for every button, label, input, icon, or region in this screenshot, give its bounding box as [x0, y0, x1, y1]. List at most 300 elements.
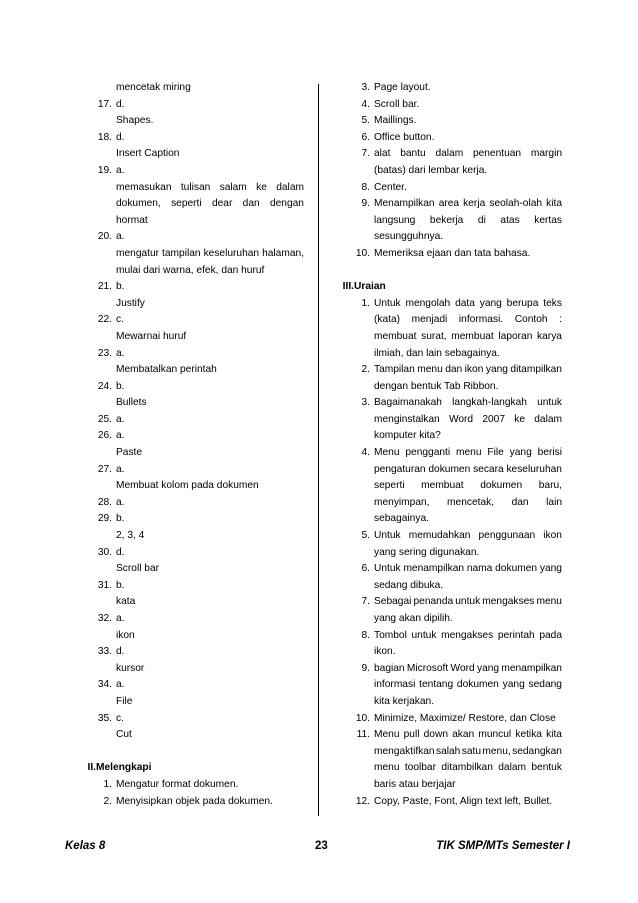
item-word: ditampilkan: [510, 364, 562, 376]
list-item-continuation: [76, 362, 304, 379]
list-item: [334, 628, 562, 645]
item-word: yang: [479, 297, 502, 309]
item-text: a.: [116, 430, 125, 442]
item-text: File: [116, 695, 133, 707]
item-text: [374, 146, 562, 163]
item-text: [116, 246, 304, 263]
item-text: kata: [116, 596, 136, 608]
list-item: [334, 561, 562, 578]
list-item: [334, 395, 562, 412]
item-text: a.: [116, 613, 125, 624]
item-word: alat: [374, 148, 391, 160]
list-item-continuation: [334, 229, 562, 246]
item-number: 9.: [361, 662, 370, 674]
item-word: keseluruhan: [203, 247, 260, 259]
list-item: [76, 777, 304, 794]
item-text: [374, 760, 562, 777]
item-text: Center.: [374, 181, 407, 193]
item-word: menjadi: [411, 314, 448, 326]
item-word: Contoh: [514, 314, 548, 326]
item-word: Menu: [374, 729, 400, 741]
item-word: Word: [450, 662, 475, 674]
item-word: dear: [211, 198, 233, 210]
item-word: ke: [514, 413, 525, 425]
item-text: hormat: [116, 214, 148, 226]
list-item: [334, 246, 562, 263]
list-item-continuation: [334, 744, 562, 761]
item-text: Scroll bar.: [374, 98, 420, 110]
item-number: 31.: [97, 579, 112, 591]
item-number: 10.: [355, 247, 370, 259]
item-text: sesungguhnya.: [374, 231, 444, 243]
answer-key-list: [76, 80, 304, 744]
item-text: [374, 478, 562, 495]
list-item-continuation: [76, 445, 304, 462]
item-word: bagian: [374, 662, 405, 674]
list-item: [334, 97, 562, 114]
item-word: halaman,: [262, 247, 304, 259]
item-word: membuat: [451, 330, 494, 342]
item-text: a.: [116, 413, 125, 425]
item-word: teks: [543, 297, 562, 309]
item-number: 33.: [97, 646, 112, 658]
item-word: Sebagai: [374, 596, 412, 608]
list-item: [76, 495, 304, 512]
item-number: 2.: [103, 795, 112, 807]
item-word: dokumen: [428, 463, 471, 475]
item-text: Mengatur format dokumen.: [116, 778, 239, 790]
list-item-continuation: [334, 329, 562, 346]
item-word: area: [438, 198, 460, 210]
item-text: Insert Caption: [116, 148, 180, 160]
item-number: 20.: [97, 231, 112, 243]
list-item-continuation: [76, 561, 304, 578]
list-item-continuation: [334, 163, 562, 180]
item-number: 7.: [361, 596, 370, 608]
item-word: menu: [456, 447, 482, 459]
list-item: [76, 644, 304, 661]
item-text: [374, 561, 562, 578]
item-word: dalam: [276, 181, 304, 193]
item-word: lain: [546, 496, 562, 508]
item-text: Cut: [116, 729, 132, 741]
list-item: [76, 462, 304, 479]
item-text: dengan bentuk Tab Ribbon.: [374, 380, 499, 392]
item-word: perintah: [497, 629, 535, 641]
item-text: Shapes.: [116, 115, 154, 127]
item-word: sedangkan: [512, 745, 562, 757]
item-word: yang: [502, 679, 525, 691]
item-word: menginstalkan: [374, 413, 440, 425]
item-number: 21.: [97, 281, 112, 293]
list-item: [76, 611, 304, 628]
list-item: [76, 312, 304, 329]
item-word: kita: [546, 729, 562, 741]
item-word: tentang: [419, 679, 454, 691]
list-item: [76, 545, 304, 562]
item-number: 3.: [361, 82, 370, 93]
list-item: [334, 445, 562, 462]
footer-class-label: Kelas 8: [65, 840, 106, 852]
item-text: Page layout.: [374, 82, 431, 93]
item-text: kita kerjakan.: [374, 695, 435, 707]
item-word: salam: [219, 181, 247, 193]
item-word: ke: [256, 181, 267, 193]
list-item: [334, 296, 562, 313]
item-text: Mewarnai huruf: [116, 330, 187, 342]
page-number: 23: [315, 840, 328, 852]
list-item-continuation: [76, 727, 304, 744]
item-word: berupa: [506, 297, 539, 309]
item-number: 26.: [97, 430, 112, 442]
item-word: Microsoft: [406, 662, 449, 674]
item-number: 1.: [103, 778, 112, 790]
item-word: di: [477, 214, 486, 226]
item-word: yang: [485, 364, 508, 376]
left-column: [76, 80, 304, 810]
item-word: bentuk: [531, 762, 562, 774]
item-text: [374, 628, 562, 645]
item-word: kerja: [463, 198, 486, 210]
item-text: Menyisipkan objek pada dokumen.: [116, 795, 273, 807]
list-item-continuation: [334, 578, 562, 595]
item-word: muncul: [478, 729, 512, 741]
item-word: langsung: [374, 214, 416, 226]
list-item: [76, 163, 304, 180]
item-word: untuk: [537, 397, 562, 409]
list-item: [334, 180, 562, 197]
list-item: [76, 578, 304, 595]
melengkapi-continued-list: [334, 80, 562, 263]
item-number: 19.: [97, 164, 112, 176]
item-text: Membatalkan perintah: [116, 364, 217, 376]
list-item-continuation: [76, 395, 304, 412]
item-number: 30.: [97, 546, 112, 558]
list-item: [76, 229, 304, 246]
item-text: 2, 3, 4: [116, 530, 145, 542]
item-word: ditambilkan: [441, 762, 493, 774]
list-item-continuation: [76, 594, 304, 611]
list-item-continuation: [334, 478, 562, 495]
item-text: d.: [116, 546, 125, 558]
item-word: dokumen: [495, 563, 538, 575]
item-text: ikon.: [374, 646, 396, 658]
item-number: 18.: [97, 131, 112, 143]
item-text: [374, 412, 562, 429]
item-word: yang: [509, 447, 532, 459]
item-number: 8.: [361, 181, 370, 193]
item-text: Minimize, Maximize/ Restore, dan Close: [374, 712, 556, 724]
item-text: Bullets: [116, 397, 147, 409]
list-item: [334, 146, 562, 163]
item-number: 9.: [361, 198, 370, 210]
page-footer: [65, 840, 570, 856]
item-word: Menu: [374, 447, 400, 459]
item-text: d.: [116, 131, 125, 143]
item-text: [374, 312, 562, 329]
item-word: menampilkan: [403, 563, 465, 575]
item-text: baris atau berjajar: [374, 778, 456, 790]
item-text: [374, 462, 562, 479]
item-text: [116, 180, 304, 197]
item-word: untuk: [455, 596, 481, 608]
item-text: a.: [116, 679, 125, 691]
item-word: pengganti: [405, 447, 451, 459]
item-word: mengakses: [441, 629, 494, 641]
item-number: 28.: [97, 496, 112, 508]
list-item: [76, 511, 304, 528]
item-word: penggunaan: [478, 530, 536, 542]
list-item-continuation: [76, 246, 304, 263]
item-word: pull: [403, 729, 420, 741]
list-item-continuation: [334, 760, 562, 777]
item-number: 35.: [97, 712, 112, 724]
item-text: [374, 495, 562, 512]
item-word: data: [455, 297, 475, 309]
item-word: informasi.: [458, 314, 504, 326]
list-item-continuation: [76, 628, 304, 645]
item-word: Bagaimanakah: [374, 397, 442, 409]
item-number: 25.: [97, 413, 112, 425]
list-item-continuation: [334, 644, 562, 661]
item-number: 2.: [361, 364, 370, 376]
item-word: toolbar: [404, 762, 436, 774]
list-item: [76, 130, 304, 147]
item-text: sebagainya.: [374, 513, 429, 525]
item-word: berisi: [537, 447, 562, 459]
item-number: 29.: [97, 513, 112, 525]
item-word: secara: [473, 463, 504, 475]
item-word: laporan: [498, 330, 533, 342]
list-item-continuation: [76, 180, 304, 197]
item-text: Maillings.: [374, 115, 417, 127]
item-number: 24.: [97, 380, 112, 392]
list-item-continuation: [334, 428, 562, 445]
list-item-continuation: [334, 346, 562, 363]
item-word: karya: [537, 330, 562, 342]
list-item: [334, 711, 562, 728]
list-item: [334, 130, 562, 147]
item-text: kursor: [116, 662, 145, 674]
item-text: mencetak miring: [116, 82, 191, 93]
item-word: penanda: [413, 596, 454, 608]
item-word: :: [559, 314, 562, 326]
item-number: 8.: [361, 629, 370, 641]
item-text: a.: [116, 231, 125, 243]
list-item: [334, 794, 562, 811]
item-number: 5.: [361, 115, 370, 127]
list-item-continuation: [334, 694, 562, 711]
item-number: 12.: [355, 795, 370, 807]
item-word: seperti: [374, 480, 405, 492]
list-item-continuation: [334, 213, 562, 230]
item-text: d.: [116, 98, 125, 110]
item-word: menampilkan: [501, 662, 562, 674]
item-text: b.: [116, 579, 125, 591]
item-text: b.: [116, 513, 125, 525]
list-item: [76, 346, 304, 363]
item-word: File: [487, 447, 504, 459]
item-word: 2007: [482, 413, 505, 425]
item-text: yang sering digunakan.: [374, 546, 480, 558]
item-text: Membuat kolom pada dokumen: [116, 480, 259, 492]
item-text: a.: [116, 164, 125, 176]
item-text: ilmiah, dan lain sebagainya.: [374, 347, 500, 359]
list-item-continuation: [334, 677, 562, 694]
item-number: 23.: [97, 347, 112, 359]
item-text: ikon: [116, 629, 135, 641]
item-text: [374, 727, 562, 744]
melengkapi-list: [76, 777, 304, 810]
item-text: d.: [116, 646, 125, 658]
list-item-continuation: [334, 412, 562, 429]
list-item: [76, 794, 304, 811]
item-word: dan: [445, 364, 463, 376]
item-word: menyimpan,: [374, 496, 430, 508]
item-word: dan: [511, 496, 529, 508]
item-number: 27.: [97, 463, 112, 475]
item-number: 1.: [361, 297, 370, 309]
item-word: dalam: [435, 148, 464, 160]
item-word: dokumen: [480, 480, 523, 492]
item-word: surat,: [421, 330, 447, 342]
item-text: a.: [116, 496, 125, 508]
item-word: kertas: [534, 214, 562, 226]
item-text: [374, 445, 562, 462]
item-word: Untuk: [374, 563, 401, 575]
uraian-list: [334, 296, 562, 810]
item-text: [374, 296, 562, 313]
item-text: [374, 528, 562, 545]
item-text: Paste: [116, 447, 143, 459]
item-word: ikon: [464, 364, 484, 376]
item-number: 4.: [361, 447, 370, 459]
item-text: [374, 677, 562, 694]
item-word: nama: [466, 563, 493, 575]
item-number: 10.: [355, 712, 370, 724]
list-item-continuation: [76, 146, 304, 163]
item-word: mencetak,: [447, 496, 495, 508]
item-word: membuat: [374, 330, 417, 342]
item-text: [374, 744, 562, 761]
list-item: [334, 727, 562, 744]
item-text: a.: [116, 347, 125, 359]
item-word: akan: [452, 729, 475, 741]
item-word: pada: [539, 629, 562, 641]
item-word: satu: [461, 745, 481, 757]
item-text: (batas) dari lembar kerja.: [374, 164, 488, 176]
list-item-continuation: [76, 478, 304, 495]
list-item: [76, 428, 304, 445]
list-item-continuation: [334, 545, 562, 562]
item-text: [374, 196, 562, 213]
item-number: 22.: [97, 314, 112, 326]
item-word: yang: [539, 563, 562, 575]
item-number: 17.: [97, 98, 112, 110]
item-text: b.: [116, 380, 125, 392]
list-item: [334, 196, 562, 213]
item-text: [374, 329, 562, 346]
list-item: [76, 279, 304, 296]
item-word: menu: [536, 596, 562, 608]
item-number: 32.: [97, 613, 112, 624]
item-word: keseluruhan: [506, 463, 562, 475]
list-item-continuation: [76, 296, 304, 313]
item-word: salah: [435, 745, 461, 757]
item-word: menu,: [482, 745, 511, 757]
item-number: 34.: [97, 679, 112, 691]
item-text: a.: [116, 463, 125, 475]
item-word: seperti: [171, 198, 202, 210]
item-word: yang: [476, 662, 500, 674]
item-text: [374, 594, 562, 611]
item-word: dengan: [269, 198, 304, 210]
item-word: Word: [448, 413, 474, 425]
item-text: Justify: [116, 297, 145, 309]
list-item-continuation: [334, 495, 562, 512]
item-word: mengolah: [405, 297, 451, 309]
item-word: untuk: [411, 629, 437, 641]
item-word: Untuk: [374, 297, 401, 309]
item-text: sedang dibuka.: [374, 579, 444, 591]
item-number: 11.: [356, 729, 370, 741]
column-divider: [318, 84, 319, 816]
item-text: Office button.: [374, 131, 435, 143]
item-word: seolah-olah: [489, 198, 543, 210]
item-word: mengakses: [482, 596, 535, 608]
item-number: 5.: [361, 530, 370, 542]
list-item: [334, 661, 562, 678]
item-word: baru,: [538, 480, 562, 492]
item-word: dan: [242, 198, 260, 210]
item-text: [374, 661, 562, 678]
item-word: menu: [417, 364, 443, 376]
list-item-continuation: [334, 611, 562, 628]
item-word: Menampilkan: [374, 198, 435, 210]
right-column: [334, 80, 562, 810]
list-item-continuation: [76, 329, 304, 346]
item-word: down: [423, 729, 448, 741]
item-number: 6.: [361, 563, 370, 575]
list-item: [76, 677, 304, 694]
item-number: 4.: [361, 98, 370, 110]
list-item-continuation: [334, 462, 562, 479]
item-word: dalam: [534, 413, 562, 425]
item-word: mengaktifkan: [374, 745, 435, 757]
item-word: tampilan: [162, 247, 201, 259]
list-item: [334, 362, 562, 379]
item-word: pengaturan: [374, 463, 426, 475]
list-item-continuation: [76, 213, 304, 230]
item-word: informasi: [374, 679, 416, 691]
list-item-continuation: [334, 777, 562, 794]
item-text: b.: [116, 281, 125, 293]
item-text: Scroll bar: [116, 563, 160, 575]
item-text: Memeriksa ejaan dan tata bahasa.: [374, 247, 531, 259]
list-item: [76, 379, 304, 396]
item-number: 3.: [361, 397, 370, 409]
list-item-continuation: [76, 263, 304, 280]
section-heading-melengkapi: II. Melengkapi: [87, 762, 152, 774]
list-item: [334, 113, 562, 130]
item-text: mulai dari warna, efek, dan huruf: [116, 264, 265, 276]
item-word: ketika: [515, 729, 542, 741]
list-item-continuation: [76, 196, 304, 213]
item-word: mengatur: [116, 247, 160, 259]
item-word: dokumen: [456, 679, 499, 691]
item-word: Untuk: [374, 530, 401, 542]
item-word: memasukan: [116, 181, 172, 193]
